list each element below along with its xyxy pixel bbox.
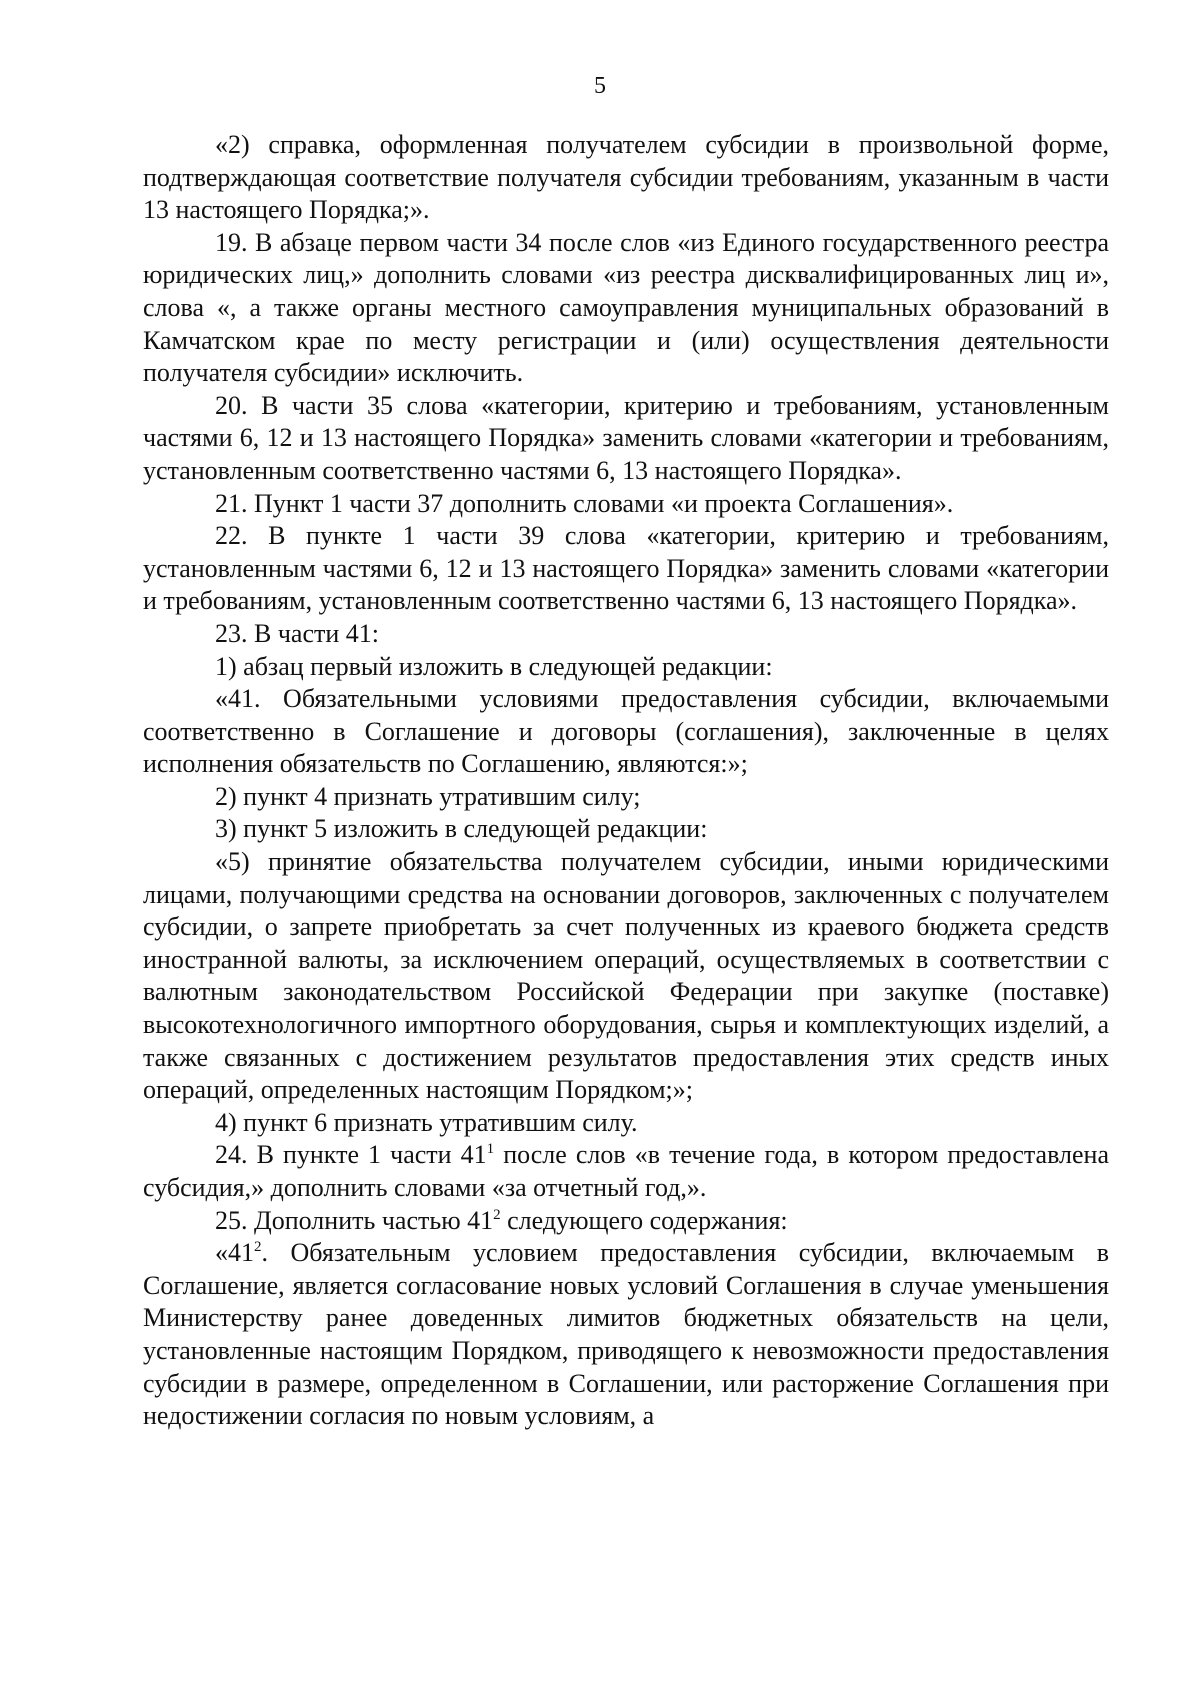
paragraph-23-item-2: 2) пункт 4 признать утратившим силу;: [215, 781, 641, 811]
paragraph-23-item-4: 4) пункт 6 признать утратившим силу.: [215, 1107, 638, 1137]
paragraph-25-text-end: следующего содержания:: [500, 1205, 788, 1235]
paragraph-19: 19. В абзаце первом части 34 после слов «из Единого государственного реестра юридических лиц,» дополнить словами «из реестра дисквалифицированных лиц и», слова «, а также органы местного самоуправления муниципальных образований в Камчатском крае по месту регистрации и (или) осуществления деятельности получателя субсидии» исключить.: [143, 227, 1109, 388]
page-number: 5: [594, 73, 606, 99]
paragraph-quoted-item-2: «2) справка, оформленная получателем субсидии в произвольной форме, подтверждающая соответствие получателя субсидии требованиям, указанным в части 13 настоящего Порядка;».: [143, 130, 1109, 225]
paragraph-quoted-41-2: [143, 1237, 1109, 1433]
paragraph-25-text-start: 25. Дополнить частью 41: [215, 1205, 494, 1235]
paragraph-21: 21. Пункт 1 части 37 дополнить словами «и проекта Соглашения».: [215, 488, 954, 518]
paragraph-23: 23. В части 41:: [215, 618, 379, 648]
paragraph-24-text-end: после слов «в течение года, в котором предоставлена субсидия,» дополнить словами «за отчетный год,».: [143, 1140, 1109, 1202]
paragraph-quoted-41: «41. Обязательными условиями предоставления субсидии, включаемыми соответственно в Соглашение и договоры (соглашения), заключенные в целях исполнения обязательств по Соглашению, являются:»;: [143, 684, 1109, 779]
superscript: 2: [493, 1206, 501, 1223]
superscript: 1: [486, 1141, 495, 1158]
paragraph-25: [143, 1205, 1109, 1238]
paragraph-23-item-1: 1) абзац первый изложить в следующей редакции:: [215, 651, 773, 681]
paragraph-quoted-item-5: «5) принятие обязательства получателем субсидии, иными юридическими лицами, получающими средства на основании договоров, заключенных с получателем субсидии, о запрете приобретать за счет полученных из краевого бюджета средств иностранной валюты, за исключением операций, осуществляемых в соответствии с валютным законодательством Российской Федерации при закупке (поставке) высокотехнологичного импортного оборудования, сырья и комплектующих изделий, а также связанных с достижением результатов предоставления этих средств иных операций, определенных настоящим Порядком;»;: [143, 847, 1109, 1105]
paragraph-23-item-3: 3) пункт 5 изложить в следующей редакции:: [215, 814, 708, 844]
document-body: [143, 129, 1109, 1433]
paragraph-24: [143, 1139, 1109, 1204]
paragraph-24-text-start: 24. В пункте 1 части 41: [215, 1140, 487, 1170]
paragraph-quoted-41-2-text-start: «41: [215, 1238, 254, 1268]
paragraph-22: 22. В пункте 1 части 39 слова «категории, критерию и требованиям, установленным частями 6, 12 и 13 настоящего Порядка» заменить словами «категории и требованиям, установленным соответственно частями 6, 13 настоящего Порядка».: [143, 521, 1109, 616]
paragraph-quoted-41-2-text-end: . Обязательным условием предоставления субсидии, включаемым в Соглашение, является согласование новых условий Соглашения в случае уменьшения Министерству ранее доведенных лимитов бюджетных обязательств на цели, установленные настоящим Порядком, приводящего к невозможности предоставления субсидии в размере, определенном в Соглашении, или расторжение Соглашения при недостижении согласия по новым условиям, а: [143, 1238, 1109, 1431]
paragraph-20: 20. В части 35 слова «категории, критерию и требованиям, установленным частями 6, 12 и 13 настоящего Порядка» заменить словами «категории и требованиям, установленным соответственно частями 6, 13 настоящего Порядка».: [143, 390, 1109, 485]
superscript: 2: [254, 1239, 262, 1256]
